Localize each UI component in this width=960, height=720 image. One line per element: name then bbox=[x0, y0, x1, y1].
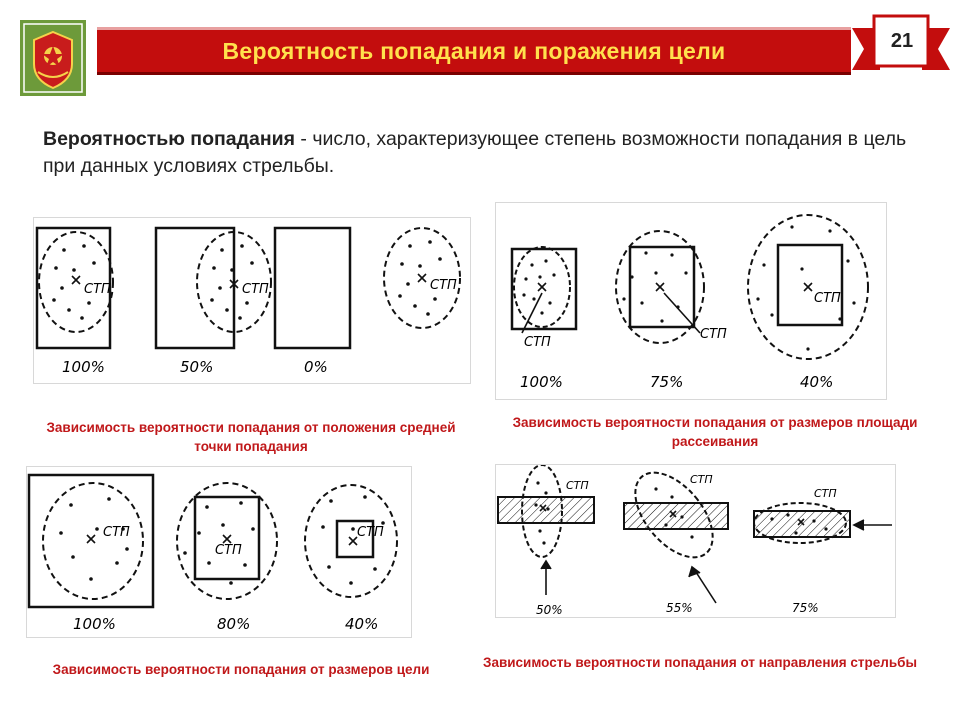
title-banner bbox=[97, 27, 851, 75]
slide-number: 21 bbox=[890, 30, 914, 52]
percent-label: 50% bbox=[180, 358, 214, 376]
percent-label: 80% bbox=[217, 615, 251, 633]
definition-body: - число, характеризующее степень возможности попадания в цель при данных условиях стрельбы. bbox=[43, 128, 907, 177]
marker-label: СТП bbox=[242, 282, 269, 297]
caption-target-size: Зависимость вероятности попадания от размеров цели bbox=[52, 662, 430, 677]
page-title: Вероятность попадания и поражения цели bbox=[222, 37, 726, 64]
definition-text bbox=[43, 126, 923, 180]
emblem-logo bbox=[20, 20, 86, 96]
marker-label: СТП bbox=[215, 543, 242, 558]
percent-label: 40% bbox=[800, 373, 834, 391]
caption-fire-direction: Зависимость вероятности попадания от направления стрельбы bbox=[482, 655, 918, 670]
diagram-hit-position bbox=[33, 217, 471, 384]
diagram-dispersion-area bbox=[495, 202, 887, 400]
percent-label: 55% bbox=[666, 601, 693, 615]
marker-label: СТП bbox=[700, 327, 727, 342]
diagram-fire-direction bbox=[495, 464, 896, 618]
marker-label: СТП bbox=[357, 525, 384, 540]
percent-label: 50% bbox=[536, 603, 563, 617]
caption-hit-position: Зависимость вероятности попадания от положения средней точки попадания bbox=[46, 420, 456, 454]
percent-label: 75% bbox=[650, 373, 684, 391]
marker-label: СТП bbox=[690, 473, 713, 486]
percent-label: 75% bbox=[792, 601, 819, 615]
percent-label: 100% bbox=[520, 373, 563, 391]
marker-label: СТП bbox=[566, 479, 589, 492]
caption-dispersion-area: Зависимость вероятности попадания от размеров площади рассеивания bbox=[512, 415, 918, 449]
percent-label: 100% bbox=[73, 615, 116, 633]
marker-label: СТП bbox=[430, 278, 457, 293]
percent-label: 0% bbox=[304, 358, 328, 376]
percent-label: 40% bbox=[345, 615, 379, 633]
marker-label: СТП bbox=[524, 335, 551, 350]
percent-label: 100% bbox=[62, 358, 105, 376]
definition-term: Вероятностью попадания bbox=[43, 128, 295, 150]
marker-label: СТП bbox=[814, 291, 841, 306]
marker-label: СТП bbox=[84, 282, 111, 297]
marker-label: СТП bbox=[814, 487, 837, 500]
diagram-target-size bbox=[26, 466, 412, 638]
marker-label: СТП bbox=[103, 525, 130, 540]
